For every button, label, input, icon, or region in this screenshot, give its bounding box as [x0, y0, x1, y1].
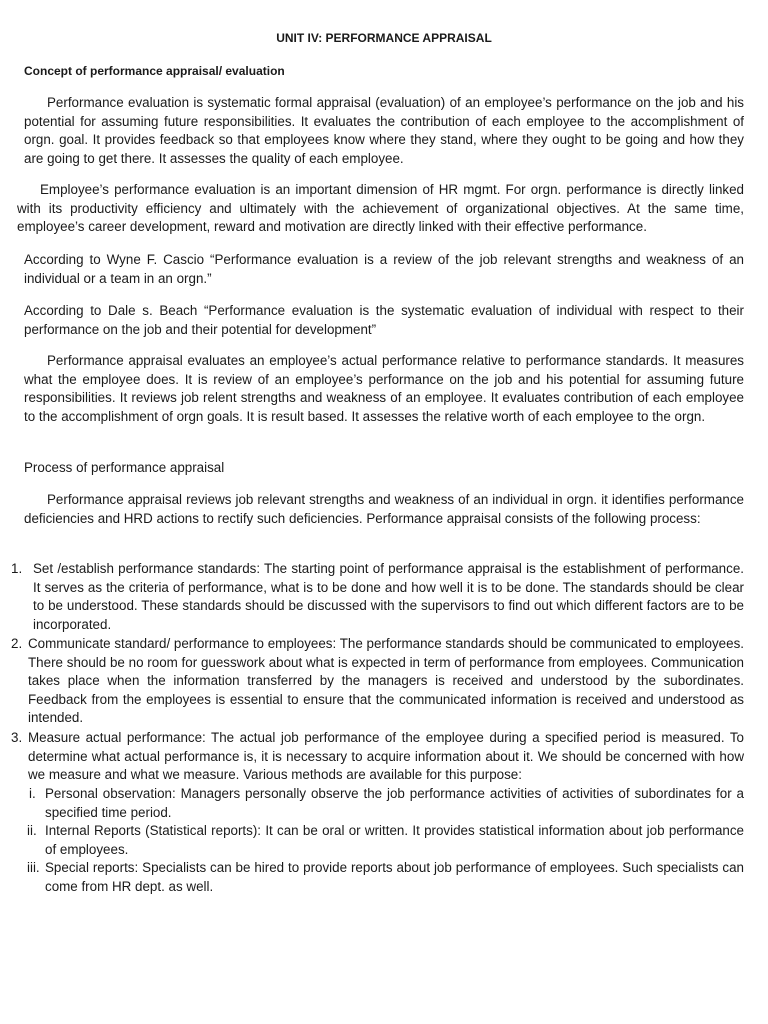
method-text: Internal Reports (Statistical reports): It can be oral or written. It provides statistical information about job performance of employees.	[45, 823, 744, 857]
section-heading: Concept of performance appraisal/ evaluation	[24, 64, 285, 78]
list-item-text	[33, 560, 744, 634]
paragraph-importance: Employee’s performance evaluation is an important dimension of HR mgmt. For orgn. performance is directly linked with its productivity efficiency and ultimately with the achievement of organizational objectives. At the same time, employee’s career development, reward and motivation are directly linked with their effective performance.	[17, 182, 744, 235]
list-item-text	[45, 822, 744, 859]
method-text: Special reports: Specialists can be hired to provide reports about job performance of employees. Such specialists can come from HR dept. as well.	[45, 860, 744, 894]
list-item-text	[45, 785, 744, 822]
paragraph-appraisal-evaluates: Performance appraisal evaluates an employee’s actual performance relative to performance standards. It measures what the employee does. It is review of an employee’s performance on the job and his potential for assuming future responsibilities. It reviews job relent strengths and weakness of an employee. It evaluates contribution of each employee to the accomplishment of orgn goals. It is result based. It assesses the relative worth of each employee to the orgn.	[24, 353, 744, 424]
paragraph-definition: Performance evaluation is systematic formal appraisal (evaluation) of an employee’s performance on the job and his potential for assuming future responsibilities. It evaluates the contribution of each employee to the accomplishment of orgn. goal. It provides feedback so that employees know where they stand, where they ought to be going and how they are going to get there. It assesses the quality of each employee.	[24, 95, 744, 166]
page-title: UNIT IV: PERFORMANCE APPRAISAL	[276, 31, 492, 45]
paragraph-beach-quote: According to Dale s. Beach “Performance evaluation is the systematic evaluation of individual with respect to their performance on the job and their potential for development”	[24, 303, 744, 337]
list-marker: 1.	[11, 561, 23, 576]
list-item-text	[45, 859, 744, 896]
paragraph-cascio-quote: According to Wyne F. Cascio “Performance evaluation is a review of the job relevant strengths and weakness of an individual or a team in an orgn.”	[24, 252, 744, 286]
list-marker: 3.	[11, 730, 23, 745]
list-marker: 2.	[11, 636, 23, 651]
list-marker: iii.	[27, 860, 40, 875]
paragraph-process-intro: Performance appraisal reviews job relevant strengths and weakness of an individual in orgn. it identifies performance deficiencies and HRD actions to rectify such deficiencies. Performance appraisal consists of the following process:	[24, 492, 744, 526]
list-item-text	[28, 729, 744, 785]
step-text: Set /establish performance standards: The starting point of performance appraisal is the establishment of performance. It serves as the criteria of performance, what is to be done and how well it is to be done. The standards should be clear to be understood. These standards should be discussed with the supervisors to find out which different factors are to be incorporated.	[33, 561, 744, 632]
paragraph-process-heading: Process of performance appraisal	[24, 460, 225, 475]
step-text: Measure actual performance: The actual job performance of the employee during a specified period is measured. To determine what actual performance is, it is necessary to acquire information about it. We should be concerned with how we measure and what we measure. Various methods are available for this purpose:	[28, 730, 744, 783]
list-marker: ii.	[27, 823, 37, 838]
method-text: Personal observation: Managers personally observe the job performance activities of activities of subordinates for a specified time period.	[45, 786, 744, 820]
list-marker: i.	[29, 786, 36, 801]
step-text: Communicate standard/ performance to employees: The performance standards should be communicated to employees. There should be no room for guesswork about what is expected in term of performance from employees. Communication takes place when the information transferred by the managers is received and understood by the subordinates. Feedback from the employees is essential to ensure that the communicated information is received and understood as intended.	[28, 636, 744, 726]
list-item-text	[28, 635, 744, 728]
